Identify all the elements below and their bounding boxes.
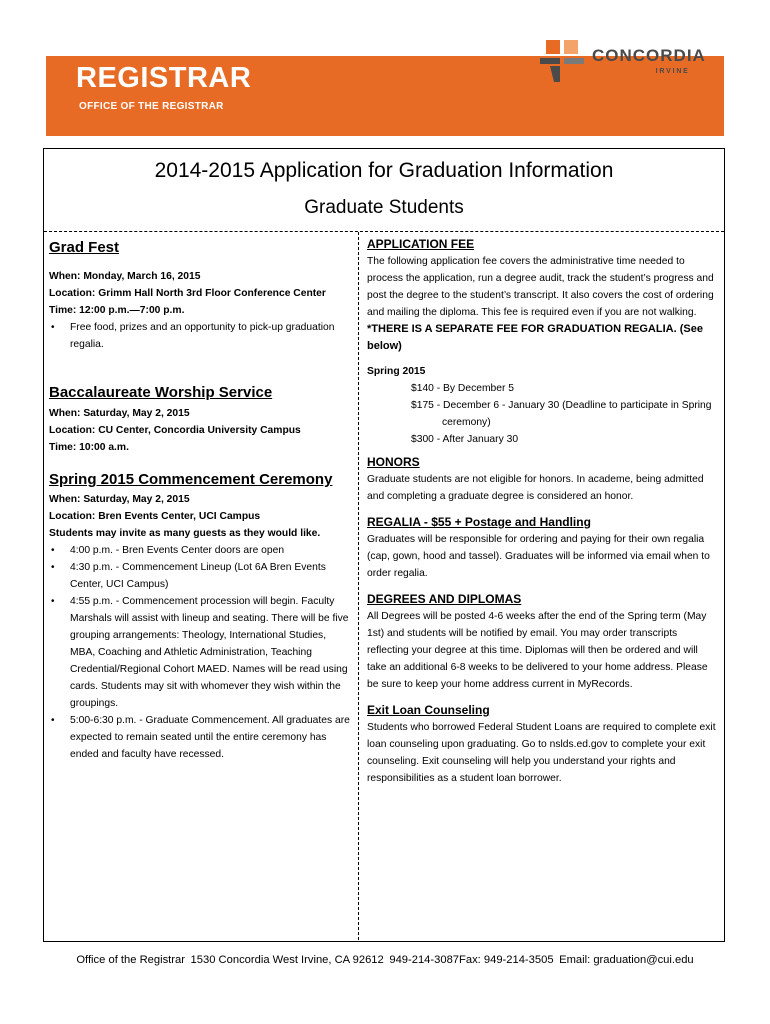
- commencement-location: Location: Bren Events Center, UCI Campus: [49, 511, 261, 522]
- degrees-heading: DEGREES AND DIPLOMAS: [367, 592, 522, 606]
- column-divider: [358, 232, 359, 940]
- gradfest-heading: Grad Fest: [49, 239, 120, 256]
- concordia-cross-icon: [540, 40, 588, 84]
- fee-text: The following application fee covers the administrative time needed to process the application, run a degree audit, track the student’s progress and post the degree to the student’s transcript. It also covers the cost of ordering and mailing the diploma. This fee is required even if you are not walking.: [367, 256, 714, 318]
- document-subtitle: Graduate Students: [304, 197, 464, 218]
- fee-tier-3: $300 - After January 30: [411, 434, 519, 445]
- contact-footer: Office of the Registrar 1530 Concordia West Irvine, CA 92612 949-214-3087Fax: 949-214-3505 Email: graduation@cui.edu: [76, 954, 694, 966]
- commencement-heading: Spring 2015 Commencement Ceremony: [49, 471, 333, 488]
- bacc-when: When: Saturday, May 2, 2015: [49, 408, 190, 419]
- list-item: • Free food, prizes and an opportunity to pick-up graduation regalia.: [49, 319, 353, 353]
- gradfest-time: Time: 12:00 p.m.—7:00 p.m.: [49, 305, 185, 316]
- fee-term: Spring 2015: [367, 366, 426, 377]
- left-column: [49, 235, 353, 763]
- document-title: 2014-2015 Application for Graduation Information: [154, 159, 614, 182]
- logo-university: UNIVERSITY: [592, 68, 652, 75]
- logo-name: CONCORDIA: [592, 46, 706, 65]
- list-item: • 4:30 p.m. - Commencement Lineup (Lot 6A Bren Events Center, UCI Campus): [49, 559, 353, 593]
- banner-title: REGISTRAR: [76, 62, 252, 94]
- exitloan-heading: Exit Loan Counseling: [367, 703, 490, 717]
- gradfest-list: [49, 319, 353, 353]
- bacc-heading: Baccalaureate Worship Service: [49, 384, 273, 401]
- commencement-guests: Students may invite as many guests as they would like.: [49, 528, 321, 539]
- gradfest-when: When: Monday, March 16, 2015: [49, 271, 201, 282]
- gradfest-location: Location: Grimm Hall North 3rd Floor Conference Center: [49, 288, 326, 299]
- right-column: [367, 235, 719, 787]
- logo-city: IRVINE: [655, 68, 690, 75]
- fee-tier-2: $175 - December 6 - January 30 (Deadline to participate in Spring: [411, 400, 712, 411]
- logo-tagline: [592, 68, 690, 75]
- commencement-when: When: Saturday, May 2, 2015: [49, 494, 190, 505]
- list-item: • 4:00 p.m. - Bren Events Center doors are open: [49, 542, 353, 559]
- honors-text: Graduate students are not eligible for honors. In academe, being admitted and completing a graduate degree is considered an honor.: [367, 474, 704, 502]
- fee-note: *THERE IS A SEPARATE FEE FOR GRADUATION REGALIA. (See below): [367, 323, 703, 352]
- list-item: • 5:00-6:30 p.m. - Graduate Commencement. All graduates are expected to remain seated until the entire ceremony has ended and faculty have recessed.: [49, 712, 353, 763]
- regalia-text: Graduates will be responsible for ordering and paying for their own regalia (cap, gown, hood and tassel). Graduates will be informed via email when to order regalia.: [367, 534, 710, 579]
- title-divider: [44, 231, 724, 232]
- concordia-logo: [540, 40, 730, 84]
- exitloan-text: Students who borrowed Federal Student Loans are required to complete exit loan counseling upon graduating. Go to nslds.ed.gov to complete your exit counseling. Exit counseling will help you understand your rights and responsibilities as a student loan borrower.: [367, 722, 716, 784]
- fee-heading: APPLICATION FEE: [367, 237, 475, 251]
- bacc-location: Location: CU Center, Concordia University Campus: [49, 425, 301, 436]
- banner-subtitle: OFFICE OF THE REGISTRAR: [79, 101, 224, 112]
- commencement-list: [49, 542, 353, 763]
- info-box: [43, 148, 725, 942]
- list-item: • 4:55 p.m. - Commencement procession will begin. Faculty Marshals will assist with lineup and seating. There will be five grouping arrangements: Theology, International Studies, MBA, Coaching and Athletic Administration, Teaching Credential/Regional Cohort MAED. Names will be read using cards. Students may sit with whomever they wish within the groupings.: [49, 593, 353, 712]
- honors-heading: HONORS: [367, 455, 420, 469]
- fee-tier-1: $140 - By December 5: [411, 383, 515, 394]
- regalia-heading: REGALIA - $55 + Postage and Handling: [367, 515, 591, 529]
- bacc-time: Time: 10:00 a.m.: [49, 442, 129, 453]
- fee-tier-2-cont: ceremony): [442, 417, 491, 428]
- degrees-text: All Degrees will be posted 4-6 weeks after the end of the Spring term (May 1st) and students will be notified by email. You may order transcripts reflecting your degree at this time. Diplomas will then be ordered and will take an additional 6-8 weeks to be delivered to your home address. Please be sure to keep your home address current in MyRecords.: [367, 611, 708, 690]
